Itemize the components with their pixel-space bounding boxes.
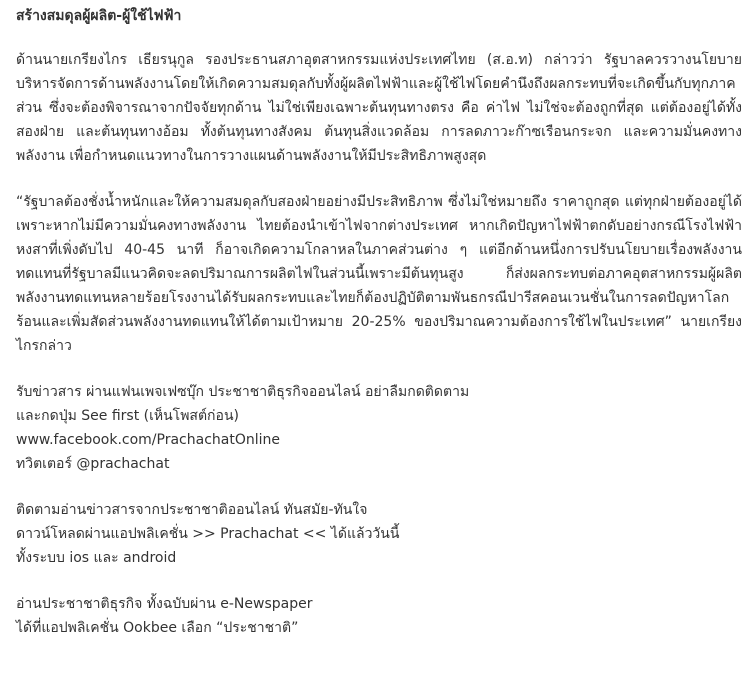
e-newspaper-block [16,592,742,640]
app-line: ดาวน์โหลดผ่านแอปพลิเคชั่น >> Prachachat << ได้แล้ววันนี้ [16,526,400,542]
app-line: ติดตามอ่านข่าวสารจากประชาชาติออนไลน์ ทันสมัย-ทันใจ [16,502,368,518]
facebook-follow-block [16,380,742,476]
app-download-block [16,498,742,570]
epaper-line: ได้ที่แอปพลิเคชั่น Ookbee เลือก “ประชาชาติ” [16,620,299,636]
epaper-line: อ่านประชาชาติธุรกิจ ทั้งฉบับผ่าน e-Newspaper [16,596,313,612]
twitter-handle-text: ทวิตเตอร์ @prachachat [16,456,170,472]
follow-line: และกดปุ่ม See first (เห็นโพสต์ก่อน) [16,408,239,424]
follow-line: รับข่าวสาร ผ่านแฟนเพจเฟซบุ๊ก ประชาชาติธุรกิจออนไลน์ อย่าลืมกดติดตาม [16,384,470,400]
facebook-link-text: www.facebook.com/PrachachatOnline [16,432,281,448]
app-line: ทั้งระบบ ios และ android [16,550,177,566]
article-subheading: สร้างสมดุลผู้ผลิต-ผู้ใช้ไฟฟ้า [16,8,182,24]
article-paragraph-2-quote: “รัฐบาลต้องชั่งน้ำหนักและให้ความสมดุลกับสองฝ่ายอย่างมีประสิทธิภาพ ซึ่งไม่ใช่หมายถึง ราคาถูกสุด แต่ทุกฝ่ายต้องอยู่ได้เพราะหากไม่มีความมั่นคงทางพลังงาน ไทยต้องนำเข้าไฟจากต่างประเทศ หากเกิดปัญหาไฟฟ้าตกดับอย่างกรณีโรงไฟฟ้าหงสาที่เพิ่งดับไป 40-45 นาที ก็อาจเกิดความโกลาหลในภาคส่วนต่าง ๆ แต่อีกด้านหนึ่งการปรับนโยบายเรื่องพลังงานทดแทนที่รัฐบาลมีแนวคิดจะลดปริมาณการผลิตไฟในส่วนนี้เพราะมีต้นทุนสูง ก็ส่งผลกระทบต่อภาคอุตสาหกรรมผู้ผลิตพลังงานทดแทนหลายร้อยโรงงานได้รับผลกระทบและไทยก็ต้องปฏิบัติตามพันธกรณีปารีสคอนเวนชั่นในการลดปัญหาโลกร้อนและเพิ่มสัดส่วนพลังงานทดแทนให้ได้ตามเป้าหมาย 20-25% ของปริมาณความต้องการใช้ไฟในประเทศ” นายเกรียงไกรกล่าว [16,194,742,354]
article-paragraph-1: ด้านนายเกรียงไกร เธียรนุกูล รองประธานสภาอุตสาหกรรมแห่งประเทศไทย (ส.อ.ท) กล่าวว่า รัฐบาลควรวางนโยบายบริหารจัดการด้านพลังงานโดยให้เกิดความสมดุลกับทั้งผู้ผลิตไฟฟ้าและผู้ใช้ไฟโดยคำนึงถึงผลกระทบที่จะเกิดขึ้นกับทุกภาคส่วน ซึ่งจะต้องพิจารณาจากปัจจัยทุกด้าน ไม่ใช่เพียงเฉพาะต้นทุนทางตรง คือ ค่าไฟ ไม่ใช่จะต้องถูกที่สุด แต่ต้องอยู่ได้ทั้งสองฝ่าย และต้นทุนทางอ้อม ทั้งต้นทุนทางสังคม ต้นทุนสิ่งแวดล้อม การลดภาวะก๊าซเรือนกระจก และความมั่นคงทางพลังงาน เพื่อกำหนดแนวทางในการวางแผนด้านพลังงานให้มีประสิทธิภาพสูงสุด [16,52,742,164]
